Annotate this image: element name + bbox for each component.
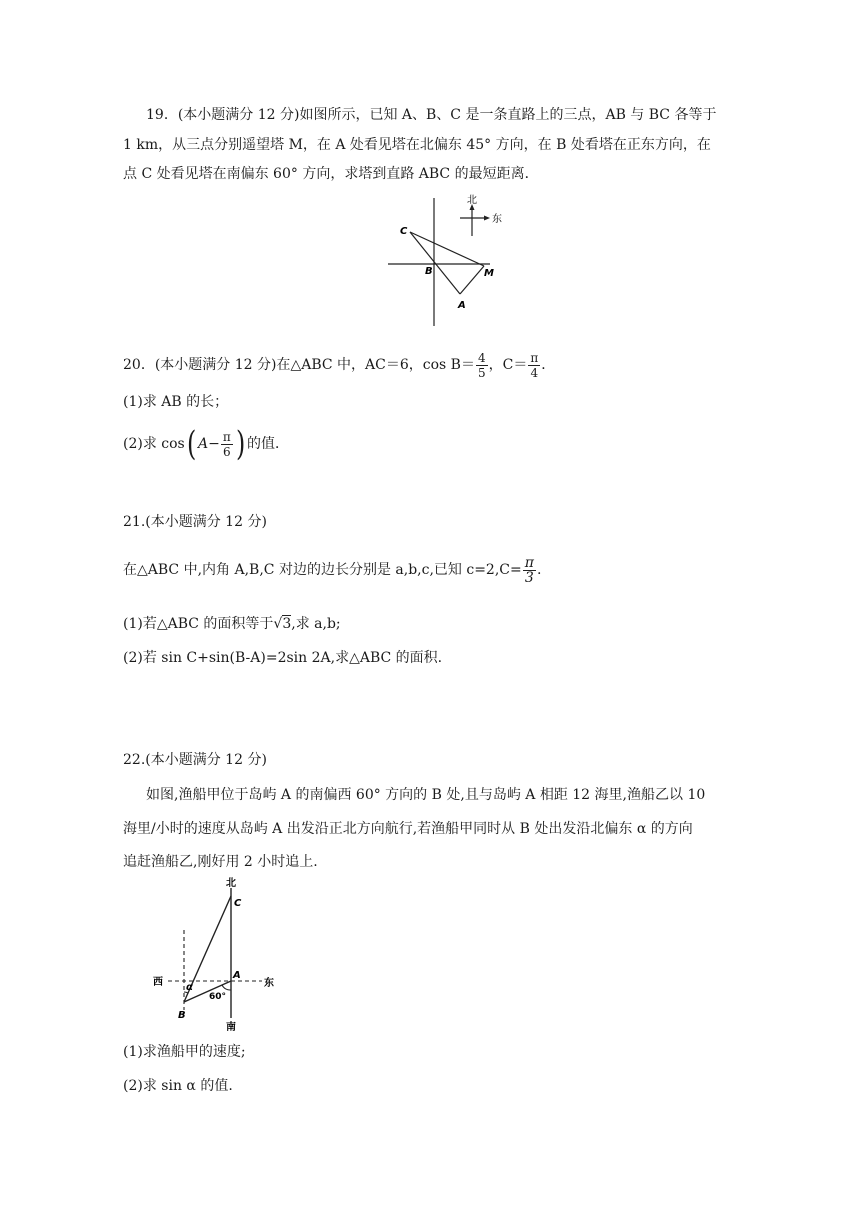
q20-frac3-num: π [222, 429, 231, 444]
q20-part2-b: 的值． [247, 436, 290, 452]
q20-frac2-den: 4 [530, 365, 539, 380]
q19-point-a: A [458, 300, 466, 311]
q22-east-label: 东 [264, 978, 274, 989]
q21-part1-a: (1)若△ABC 的面积等于 [123, 616, 274, 632]
q21-fraction-pi3 [523, 556, 536, 585]
q22-text-line1: 如图,渔船甲位于岛屿 A 的南偏西 60° 方向的 B 处,且与岛屿 A 相距 12 海里,渔船乙以 10 [146, 787, 706, 803]
q21-stem-a: 在△ABC 中,内角 A,B,C 对边的边长分别是 a,b,c,已知 c=2,C= [123, 562, 522, 578]
q19-north-label: 北 [467, 195, 477, 206]
q20-part2 [123, 424, 289, 464]
q19-point-c: C [400, 226, 408, 237]
q21-frac-num: π [524, 554, 534, 571]
q19-text-line2: 1 km，从三点分别遥望塔 M，在 A 处看见塔在北偏东 45° 方向，在 B 处看塔在正东方向，在 [123, 137, 711, 153]
q20-frac3-den: 6 [222, 444, 231, 459]
q21-heading: 21.(本小题满分 12 分) [123, 514, 267, 530]
q22-part1: (1)求渔船甲的速度; [123, 1044, 246, 1060]
sqrt-icon: √ [273, 616, 283, 632]
q22-point-a: A [233, 970, 241, 981]
q22-point-b: B [178, 1010, 186, 1021]
q19-figure [380, 190, 520, 330]
q20-frac1-den: 5 [477, 365, 486, 380]
q20-part1: (1)求 AB 的长； [123, 394, 229, 410]
q20-fraction-c [528, 351, 540, 380]
q21-frac-den: 3 [524, 569, 534, 586]
q20-part2-a: (2)求 cos [123, 436, 185, 452]
q19-point-b: B [425, 266, 433, 277]
q19-point-m: M [484, 268, 494, 279]
q19-east-label: 东 [492, 214, 502, 225]
q21-part2: (2)若 sin C+sin(B-A)=2sin 2A,求△ABC 的面积. [123, 650, 443, 666]
q21-part1 [123, 614, 341, 634]
q20-frac2-num: π [530, 350, 539, 365]
q20-stem-a: 20．(本小题满分 12 分)在△ABC 中，AC＝6，cos B＝ [123, 357, 475, 373]
q22-part2: (2)求 sin α 的值. [123, 1078, 233, 1094]
q20-right-paren: ) [235, 424, 246, 464]
q21-stem [123, 552, 541, 588]
q20-stem-c: ． [541, 357, 556, 373]
q22-figure [148, 874, 283, 1034]
q22-angle-label: 60° [209, 992, 227, 1002]
q21-part1-b: ,求 a,b; [291, 616, 341, 632]
q22-alpha-label: α [186, 982, 193, 993]
q22-point-c: C [234, 898, 242, 909]
q22-west-label: 西 [153, 977, 163, 988]
q20-fraction-cosb [476, 351, 488, 380]
q22-text-line3: 追赶渔船乙,刚好用 2 小时追上. [123, 854, 318, 870]
q20-stem [123, 348, 555, 382]
q22-heading: 22.(本小题满分 12 分) [123, 752, 267, 768]
q22-text-line2: 海里/小时的速度从岛屿 A 出发沿正北方向航行,若渔船甲同时从 B 处出发沿北偏东 α 的方向 [123, 821, 693, 837]
q19-text-line3: 点 C 处看见塔在南偏东 60° 方向，求塔到直路 ABC 的最短距离． [123, 166, 539, 182]
q20-left-paren: ( [186, 424, 197, 464]
q21-sqrt-value: 3 [282, 616, 292, 632]
q20-frac1-num: 4 [477, 350, 486, 365]
q22-south-label: 南 [226, 1022, 236, 1033]
q22-north-label: 北 [226, 878, 236, 889]
q20-stem-b: ，C＝ [488, 357, 528, 373]
q20-expr: A− [198, 436, 220, 452]
q21-stem-b: . [536, 562, 542, 578]
q20-fraction-pi6 [221, 430, 233, 459]
q19-text-line1: 19．(本小题满分 12 分)如图所示，已知 A、B、C 是一条直路上的三点，AB 与 BC 各等于 [146, 107, 717, 123]
